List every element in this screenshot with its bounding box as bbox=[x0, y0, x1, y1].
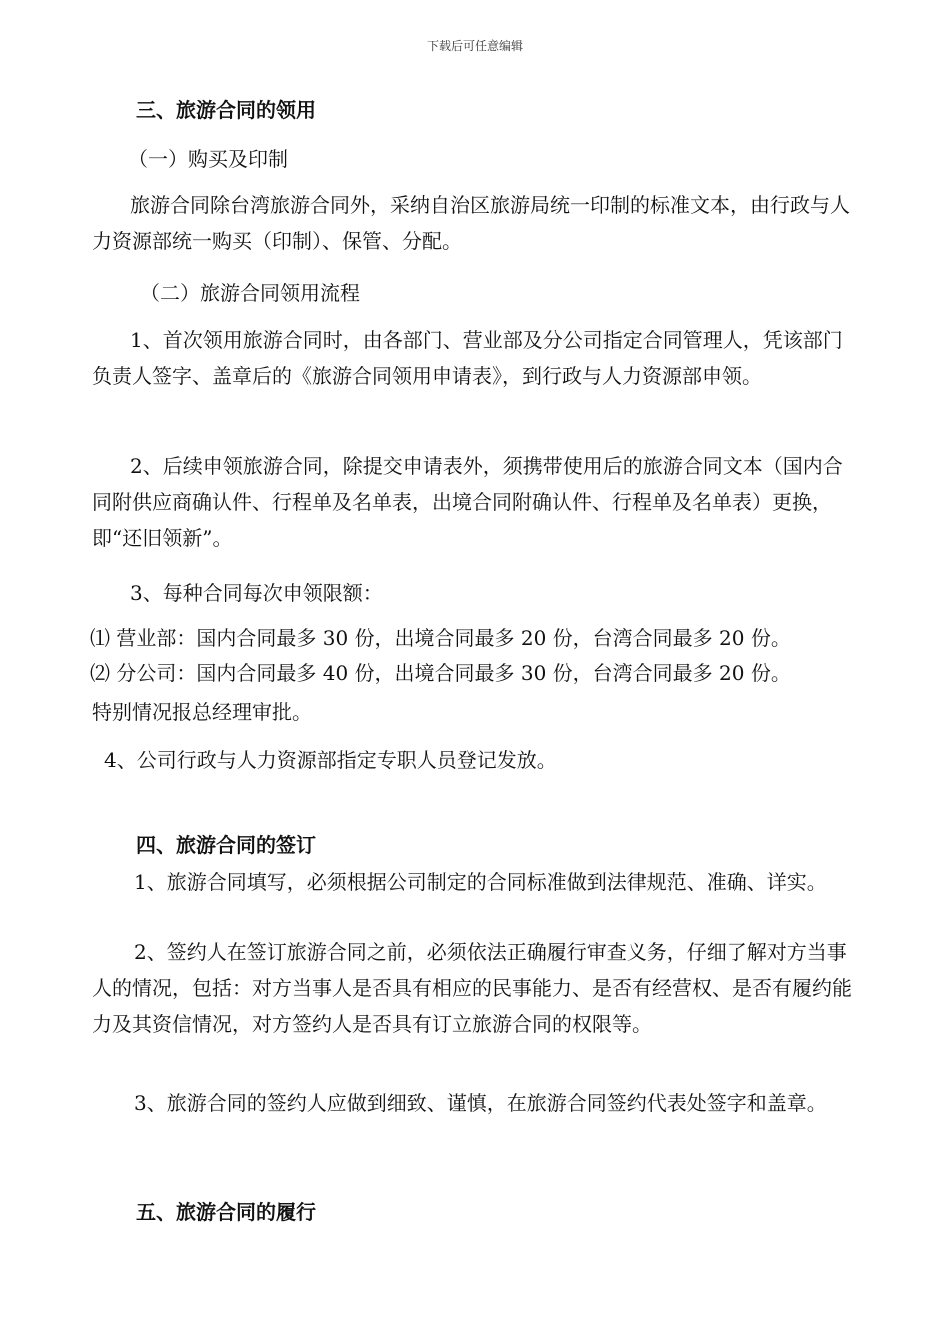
section-4-item-1: 1、旅游合同填写，必须根据公司制定的合同标准做到法律规范、准确、详实。 bbox=[134, 870, 827, 894]
section-5-title: 五、旅游合同的履行 bbox=[136, 1200, 316, 1224]
quota-sales-office: ⑴ 营业部：国内合同最多 30 份，出境合同最多 20 份，台湾合同最多 20 份。 bbox=[90, 626, 791, 650]
quota-note: 特别情况报总经理审批。 bbox=[92, 700, 312, 724]
section-3-item-1: 1、首次领用旅游合同时，由各部门、营业部及分公司指定合同管理人，凭该部门负责人签字、盖章后的《旅游合同领用申请表》，到行政与人力资源部申领。 bbox=[92, 328, 843, 388]
section-3-item-3: 3、每种合同每次申领限额： bbox=[130, 581, 383, 605]
section-3-title: 三、旅游合同的领用 bbox=[136, 98, 316, 122]
section-3-sub-1: （一）购买及印制 bbox=[128, 147, 288, 171]
section-3-para-1: 旅游合同除台湾旅游合同外，采纳自治区旅游局统一印制的标准文本，由行政与人力资源部统一购买（印制）、保管、分配。 bbox=[92, 193, 850, 253]
section-3-sub-2: （二）旅游合同领用流程 bbox=[140, 281, 360, 305]
section-3-item-2: 2、后续申领旅游合同，除提交申请表外，须携带使用后的旅游合同文本（国内合同附供应商确认件、行程单及名单表，出境合同附确认件、行程单及名单表）更换，即“还旧领新”。 bbox=[92, 454, 843, 550]
section-4-item-2: 2、签约人在签订旅游合同之前，必须依法正确履行审查义务，仔细了解对方当事人的情况，包括：对方当事人是否具有相应的民事能力、是否有经营权、是否有履约能力及其资信情况，对方签约人是否具有订立旅游合同的权限等。 bbox=[92, 940, 852, 1036]
quota-branch: ⑵ 分公司：国内合同最多 40 份，出境合同最多 30 份，台湾合同最多 20 份。 bbox=[90, 661, 791, 685]
page-header: 下载后可任意编辑 bbox=[426, 39, 523, 53]
section-4-title: 四、旅游合同的签订 bbox=[136, 833, 316, 857]
section-4-item-3: 3、旅游合同的签约人应做到细致、谨慎，在旅游合同签约代表处签字和盖章。 bbox=[134, 1091, 827, 1115]
section-3-item-4: 4、公司行政与人力资源部指定专职人员登记发放。 bbox=[104, 748, 557, 772]
